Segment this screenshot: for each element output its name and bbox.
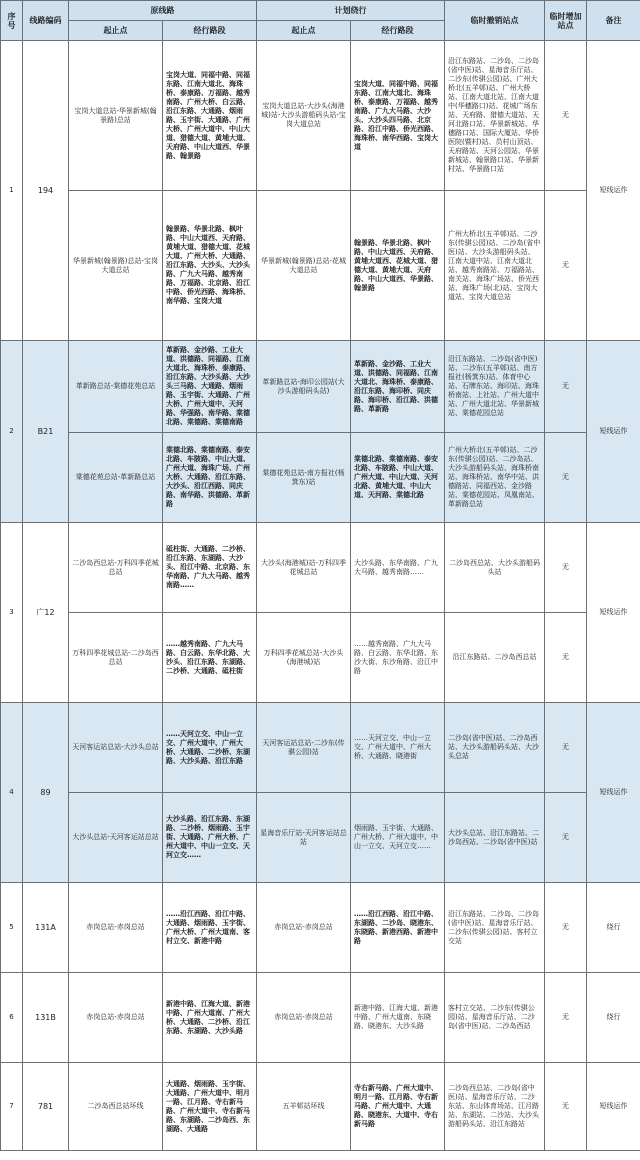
header-orig-start-end: 起止点	[69, 21, 163, 41]
cancel-stops: 二沙岛西总站、二沙岛(省中医)站、星海音乐厅站、二沙东站、东山体育场站、江月路站、东湖站、二沙站、大沙头游船码头站、沿江东路站	[445, 1063, 545, 1151]
plan-path: 棠德北路、棠德南路、泰安北路、车陂路、中山大道、广州大道、中山大道、天河北路、黄埔大道、中山大道、天河路、棠德北路	[351, 433, 445, 523]
orig-start-end: 棠德花苑总站-革新路总站	[69, 433, 163, 523]
table-row	[1, 1063, 640, 1151]
table-row	[1, 973, 640, 1063]
table-row	[1, 613, 640, 703]
table-row	[1, 883, 640, 973]
add-stops: 无	[545, 41, 587, 191]
orig-path: 砥柱街、大通路、二沙桥、沿江东路、东湖路、大沙头、沿江中路、北京路、东华南路、广九大马路、越秀南路……	[163, 523, 257, 613]
plan-path: 翰景路、华景北路、枫叶路、中山大道西、天府路、黄埔大道西、花城大道、猎德大道、黄埔大道、天府路、中山大道西、华景路、翰景路	[351, 191, 445, 341]
orig-path: 棠德北路、棠德南路、泰安北路、车陂路、中山大道、广州大道、海珠广场、广州大桥、大通路、沿江东路、大沙头、沿江西路、同庆路、南华路、洪德路、革新路	[163, 433, 257, 523]
cancel-stops: 沿江东路站、二沙岛、二沙岛(省中医)站、星海音乐厅站、二沙东(传骐公园)站、客村立交站	[445, 883, 545, 973]
orig-start-end: 赤岗总站-赤岗总站	[69, 883, 163, 973]
header-plan-start-end: 起止点	[257, 21, 351, 41]
plan-path: 新港中路、江海大道、新港中路、广州大道南、东晓路、晓港东、大沙头路	[351, 973, 445, 1063]
remark: 绕行	[587, 973, 640, 1063]
cancel-stops: 二沙岛西总站、大沙头游船码头站	[445, 523, 545, 613]
plan-path: ……沿江西路、沿江中路、东湖路、二沙岛、晓港东、东晓路、新港西路、新港中路	[351, 883, 445, 973]
plan-start-end: 天河客运站总站-二沙东(传骐公园)站	[257, 703, 351, 793]
orig-start-end: 天河客运站总站-大沙头总站	[69, 703, 163, 793]
orig-start-end: 二沙岛西总站环线	[69, 1063, 163, 1151]
header-orig-segments: 经行路段	[163, 21, 257, 41]
route-seq: 7	[1, 1063, 23, 1151]
route-seq: 4	[1, 703, 23, 883]
plan-start-end: 大沙头(海港城)站-万科四季花城总站	[257, 523, 351, 613]
route-code: 广12	[23, 523, 69, 703]
orig-path: 宝岗大道、同福中路、同福东路、江南大道北、海珠桥、泰康路、万福路、越秀南路、广州大桥、白云路、沿江东路、大通路、烟雨路、玉宇街、大通路、广州大桥、广州大道中、中山大道、猎德大道、黄埔大道、天府路、中山大道西、华景路、翰景路	[163, 41, 257, 191]
table-row	[1, 793, 640, 883]
plan-start-end: 赤岗总站-赤岗总站	[257, 883, 351, 973]
remark: 短线运作	[587, 341, 640, 523]
plan-path: 烟雨路、玉宇街、大通路、广州大桥、广州大道中、中山一立交、天河立交……	[351, 793, 445, 883]
plan-path: ……越秀南路、广九大马路、白云路、东华北路、东沙大街、东沙角路、沿江中路	[351, 613, 445, 703]
orig-path: ……天河立交、中山一立交、广州大道中、广州大桥、大通路、二沙桥、东湖路、大沙头路、沿江东路	[163, 703, 257, 793]
header-remark: 备注	[587, 1, 640, 41]
route-seq: 2	[1, 341, 23, 523]
table-row	[1, 41, 640, 191]
add-stops: 无	[545, 703, 587, 793]
header-temp-add: 临时增加站点	[545, 1, 587, 41]
route-code: 131A	[23, 883, 69, 973]
add-stops: 无	[545, 523, 587, 613]
add-stops: 无	[545, 433, 587, 523]
orig-path: ……沿江西路、沿江中路、大通路、烟雨路、玉宇街、广州大桥、广州大道南、客村立交、新港中路	[163, 883, 257, 973]
plan-path: 大沙头路、东华南路、广九大马路、越秀南路……	[351, 523, 445, 613]
add-stops: 无	[545, 883, 587, 973]
header-planned-detour: 计划绕行	[257, 1, 445, 21]
plan-start-end: 宝岗大道总站-大沙头(海港城)站-大沙头游船码头站-宝岗大道总站	[257, 41, 351, 191]
cancel-stops: 广州大桥北(五羊邨)站、二沙东(传骐公园)站、二沙岛(省中医)站、大沙头游船码头站、江南大道中站、江南大道北站、越秀南路站、万福路站、南关站、海珠广场站、侨光西站、海珠广场(北)站、宝岗大道站、宝岗大道总站	[445, 191, 545, 341]
route-code: 194	[23, 41, 69, 341]
add-stops: 无	[545, 341, 587, 433]
plan-path: 宝岗大道、同福中路、同福东路、江南大道北、海珠桥、泰康路、万福路、越秀南路、广九大马路、大沙头、大沙头四马路、北京路、沿江中路、侨光西路、海珠桥、南华西路、宝岗大道	[351, 41, 445, 191]
remark: 短线运作	[587, 703, 640, 883]
table-row	[1, 523, 640, 613]
header-seq: 序号	[1, 1, 23, 41]
remark: 短线运作	[587, 523, 640, 703]
plan-path: ……天河立交、中山一立交、广州大道中、广州大桥、大通路、晓港街	[351, 703, 445, 793]
orig-start-end: 宝岗大道总站-华景新城(翰景路)总站	[69, 41, 163, 191]
cancel-stops: 广州大桥北(五羊邨)站、二沙东(传骐公园)站、二沙岛站、大沙头游船码头站、海珠桥南站、海珠桥站、南华中站、洪德路站、同福西站、金沙路站、棠德花园站、凤凰南站、革新路总站	[445, 433, 545, 523]
cancel-stops: 沿江东路站、二沙岛西总站	[445, 613, 545, 703]
orig-start-end: 革新路总站-棠德花苑总站	[69, 341, 163, 433]
route-seq: 5	[1, 883, 23, 973]
orig-start-end: 万科四季花城总站-二沙岛西总站	[69, 613, 163, 703]
orig-start-end: 华景新城(翰景路)总站-宝岗大道总站	[69, 191, 163, 341]
header-route-code: 线路编码	[23, 1, 69, 41]
cancel-stops: 沿江东路站、二沙岛、二沙岛(省中医)站、星海音乐厅站、二沙东(传骐公园)站、广州大桥北(五羊邨)站、广州大桥站、江南大道北站、江南大道中(华穗路口)站、花城广场东站、天府路、猎德大道站、天河北路口站、华景新城站、华穗路口站、国际大厦站、华侨医院(暨村)站、员村山顶站、天府路站、天河公园站、华景新城站、翰景路口站、华景新村站、华景路口站	[445, 41, 545, 191]
plan-path: 寺右新马路、广州大道中、明月一路、江月路、寺右新马路、广州大道中、大通路、晓港东、大道中、寺右新马路	[351, 1063, 445, 1151]
route-seq: 6	[1, 973, 23, 1063]
cancel-stops: 大沙头总站、沿江东路站、二沙岛西站、二沙岛(省中医)站	[445, 793, 545, 883]
plan-start-end: 星海音乐厅站-天河客运站总站	[257, 793, 351, 883]
plan-start-end: 革新路总站-海印公园站(大沙头游船码头站)	[257, 341, 351, 433]
table-row	[1, 703, 640, 793]
plan-start-end: 万科四季花城总站-大沙头(海港城)站	[257, 613, 351, 703]
add-stops: 无	[545, 191, 587, 341]
cancel-stops: 客村立交站、二沙东(传骐公园)站、星海音乐厅站、二沙岛(省中医)站、二沙岛西站	[445, 973, 545, 1063]
orig-path: 新港中路、江海大道、新港中路、广州大道南、广州大桥、大通路、二沙桥、沿江东路、东湖路、大沙头路	[163, 973, 257, 1063]
orig-path: 大通路、烟雨路、玉宇街、大通路、广州大道中、明月一路、江月路、寺右新马路、广州大道中、寺右新马路、东湖路、二沙岛西、东湖路、大通路	[163, 1063, 257, 1151]
header-original-route: 原线路	[69, 1, 257, 21]
add-stops: 无	[545, 793, 587, 883]
add-stops: 无	[545, 613, 587, 703]
cancel-stops: 沿江东路站、二沙岛(省中医)站、二沙东(五羊邨)站、南方报社(杨箕东)站、体育中心站、石牌东站、海印站、海珠桥南站、上社站、广州大道中站、广州大道北站、华景新城站、棠德花园总站	[445, 341, 545, 433]
table-row	[1, 433, 640, 523]
plan-start-end: 华景新城(翰景路)总站-花城大道总站	[257, 191, 351, 341]
header-plan-segments: 经行路段	[351, 21, 445, 41]
plan-start-end: 棠德花苑总站-南方报社(杨箕东)站	[257, 433, 351, 523]
cancel-stops: 二沙岛(省中医)站、二沙岛西站、大沙头游船码头站、大沙头总站	[445, 703, 545, 793]
table-row	[1, 191, 640, 341]
route-code: B21	[23, 341, 69, 523]
orig-start-end: 二沙岛西总站-万科四季花城总站	[69, 523, 163, 613]
add-stops: 无	[545, 1063, 587, 1151]
remark: 短线运作	[587, 41, 640, 341]
plan-path: 革新路、金沙路、工业大道、洪德路、同福路、江南大道北、海珠桥、泰康路、沿江东路、海印桥、同庆路、海印桥、沿江路、洪德路、革新路	[351, 341, 445, 433]
route-code: 89	[23, 703, 69, 883]
route-code: 781	[23, 1063, 69, 1151]
remark: 短线运作	[587, 1063, 640, 1151]
plan-start-end: 五羊邨站环线	[257, 1063, 351, 1151]
orig-start-end: 大沙头总站-天河客运站总站	[69, 793, 163, 883]
orig-path: 翰景路、华景北路、枫叶路、中山大道西、天府路、黄埔大道、猎德大道、花城大道、广州大桥、大通路、沿江东路、大沙头、大沙头路、广九大马路、越秀南路、万福路、北京路、沿江中路、侨光西路、海珠桥、南华路、宝岗大道	[163, 191, 257, 341]
add-stops: 无	[545, 973, 587, 1063]
remark: 绕行	[587, 883, 640, 973]
route-seq: 1	[1, 41, 23, 341]
orig-start-end: 赤岗总站-赤岗总站	[69, 973, 163, 1063]
route-seq: 3	[1, 523, 23, 703]
plan-start-end: 赤岗总站-赤岗总站	[257, 973, 351, 1063]
route-code: 131B	[23, 973, 69, 1063]
orig-path: 革新路、金沙路、工业大道、洪德路、同福路、江南大道北、海珠桥、泰康路、沿江东路、大沙头路、大沙头三马路、大通路、烟雨路、玉宇街、大通路、广州大桥、广州大道中、天河路、华强路、南华路、棠德北路、棠德路、棠德南路	[163, 341, 257, 433]
header-temp-cancel: 临时撤销站点	[445, 1, 545, 41]
table-row	[1, 341, 640, 433]
orig-path: ……越秀南路、广九大马路、白云路、东华北路、大沙头、沿江东路、东湖路、二沙桥、大通路、砥柱街	[163, 613, 257, 703]
orig-path: 大沙头路、沿江东路、东湖路、二沙桥、烟雨路、玉宇街、大通路、广州大桥、广州大道中、中山一立交、天河立交……	[163, 793, 257, 883]
